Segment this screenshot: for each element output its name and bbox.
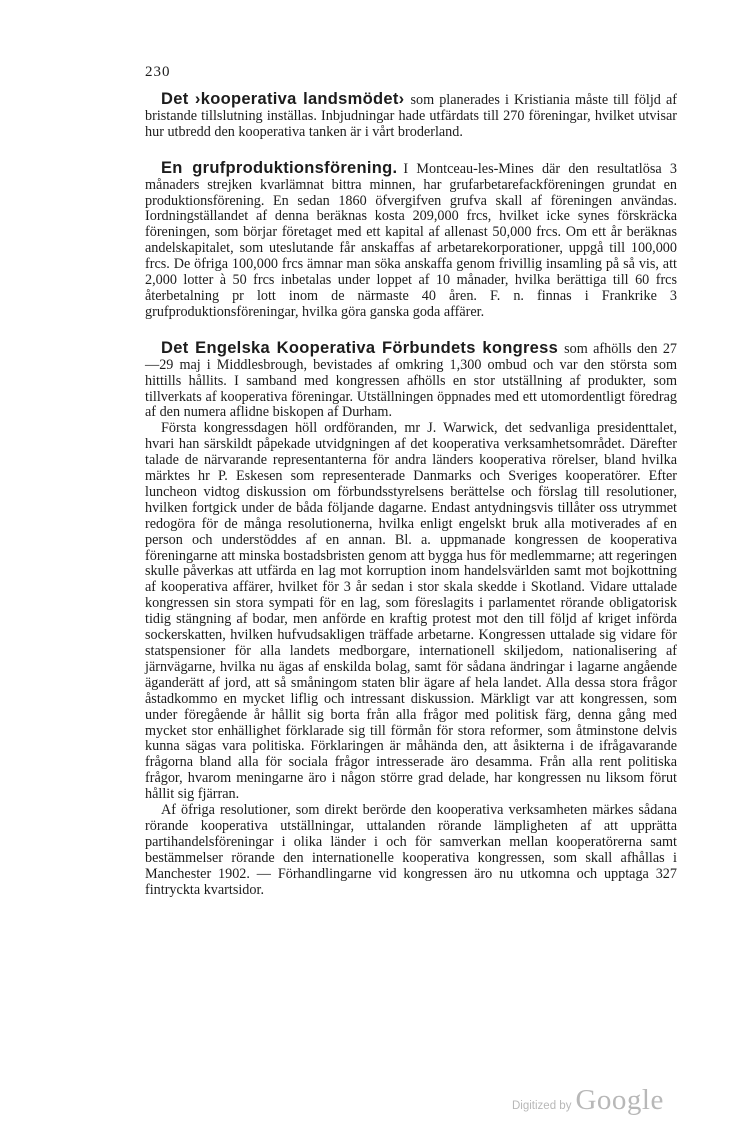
- article-kongress: [145, 338, 678, 899]
- page-number: 230: [145, 64, 171, 80]
- article-paragraph: [145, 338, 678, 422]
- google-logo: Google: [575, 1084, 664, 1116]
- digitized-by-label: Digitized by: [512, 1100, 572, 1112]
- article-heading: En grufproduktionsförening.: [161, 158, 398, 177]
- digitized-by-google-watermark: [512, 1084, 664, 1118]
- article-heading: Det ›kooperativa landsmödet›: [161, 90, 405, 108]
- article-paragraph: Af öfriga resolutioner, som direkt berörde den kooperativa verksamheten märkes sådana rörande kooperativa utställningar, uttalanden rörande lämpligheten af att upprätta partihandelsföreningar i olika länder i och för samverkan mellan kooperatörerna samt bestämmelser rörande den internationelle kooperativa kongressen, som skall afhållas i Manchester 1902. — Förhandlingarne vid kongressen äro nu utkomna och upptaga 327 fintryckta kvartsidor.: [145, 802, 677, 898]
- text-column: [145, 92, 677, 899]
- article-text: som afhölls den 27—29 maj i Middlesbrough, bevistades af omkring 1,300 ombud och var den största som hittills hållits. I samband med kongressen afhölls en stor utställning af produkter, som tillverkats af kooperativa föreningar. Utställningen öppnades med ett utomordentligt föredrag af den numera aflidne biskopen af Durham.: [145, 340, 678, 421]
- article-text: I Montceau-les-Mines där den resultatlösa 3 månaders strejken kvarlämnat bittra minnen, har grufarbetarefackföreningen grundat en produktionsförening. En sedan 1860 öfvergifven grufva skall af föreningen användas. Iordningställandet af denna beräknas kosta 209,000 frcs, hvilket icke synes förskräcka föreningen, som börjar företaget med ett kapital af allenast 50,000 frcs. Om ett år beräknas andelskapitalet, som uteslutande får anskaffas af arbetarekorporationer, uppgå till 100,000 frcs. De öfriga 100,000 frcs ämnar man söka anskaffa genom frivillig insamling på så vis, att 2,000 lotter à 50 frcs inbetalas under loppet af 10 månader, hvilka berättiga till 60 frcs återbetalning pr lott inom de närmaste 40 åren. F. n. finnas i Frankrike 3 grufproduktionsföreningar, hvilka göra ganska goda affärer.: [145, 160, 677, 320]
- article-text: som planerades i Kristiania måste till följd af bristande tillslutning inställas. Inbjudningar hade utfärdats till 270 föreningar, hvilket utvisar hur utbredd den kooperativa tanken är i vårt broderland.: [145, 92, 678, 140]
- article-heading: Det Engelska Kooperativa Förbundets kongress: [161, 338, 559, 357]
- article-grufproduktion: [145, 158, 677, 321]
- article-paragraph: [145, 92, 677, 141]
- article-landsmotet: [145, 92, 677, 141]
- article-paragraph: Första kongressdagen höll ordföranden, mr J. Warwick, det sedvanliga presidenttalet, hvari han särskildt påpekade utvidgningen af det kooperativa verksamhetsområdet. Därefter talade de närvarande representanterna för andra länders kooperativa rörelser, bland hvilka märktes hr P. Eskesen som representerade Danmarks och Sveriges kooperatörer. Efter luncheon vidtog diskussion om förbundsstyrelsens berättelse och förslag till resolutioner, hvilken fortgick under de båda följande dagarne. Endast antydningsvis tillåter oss utrymmet redogöra för de många resolutionerna, hvilka enligt engelskt bruk alla motiverades af en person och understöddes af en annan. Bl. a. uppmanade kongressen de kooperativa föreningarne att minska bostadsbristen genom att bygga hus för medlemmarne; att regeringen skulle påverkas att utfärda en lag mot korruption inom handelsvärlden samt mot bojkottning af kooperativa affärer, hvilket för 3 år sedan i stor skala skedde i Skotland. Vidare uttalade kongressen sin stora sympati för en lag, som föreslagits i parlamentet rörande obligatorisk tidig stängning af bodar, men anförde en kraftig protest mot den till följd af kriget införda sockerskatten, hvilken hufvudsakligen träffade arbetarne. Kongressen uttalade sig vidare för statspensioner för alla landets medborgare, internationell skiljedom, nationalisering af järnvägarne, hvilka nu ägas af enskilda bolag, samt för sådana ändringar i lagarne angående äganderätt af jord, att så småningom staten blir ägare af hela landet. Alla dessa stora frågor åstadkommo en mycket liflig och intressant diskussion. Märkligt var att kongressen, som under föregående år hållit sig borta från alla frågor med politisk färg, denna gång med mycket stor enhällighet förklarade sig till förmån för stora reformer, som åtminstone delvis kunna sägas vara politiska. Förklaringen är måhända den, att åsikterna i de ifrågavarande frågorna bland alla för sociala frågor intresserade äro desamma. Från alla rent politiska frågor, hvarom meningarne äro i någon större grad delade, har kongressen nu liksom förut hållit sig fjärran.: [145, 420, 677, 803]
- article-paragraph: [145, 158, 677, 321]
